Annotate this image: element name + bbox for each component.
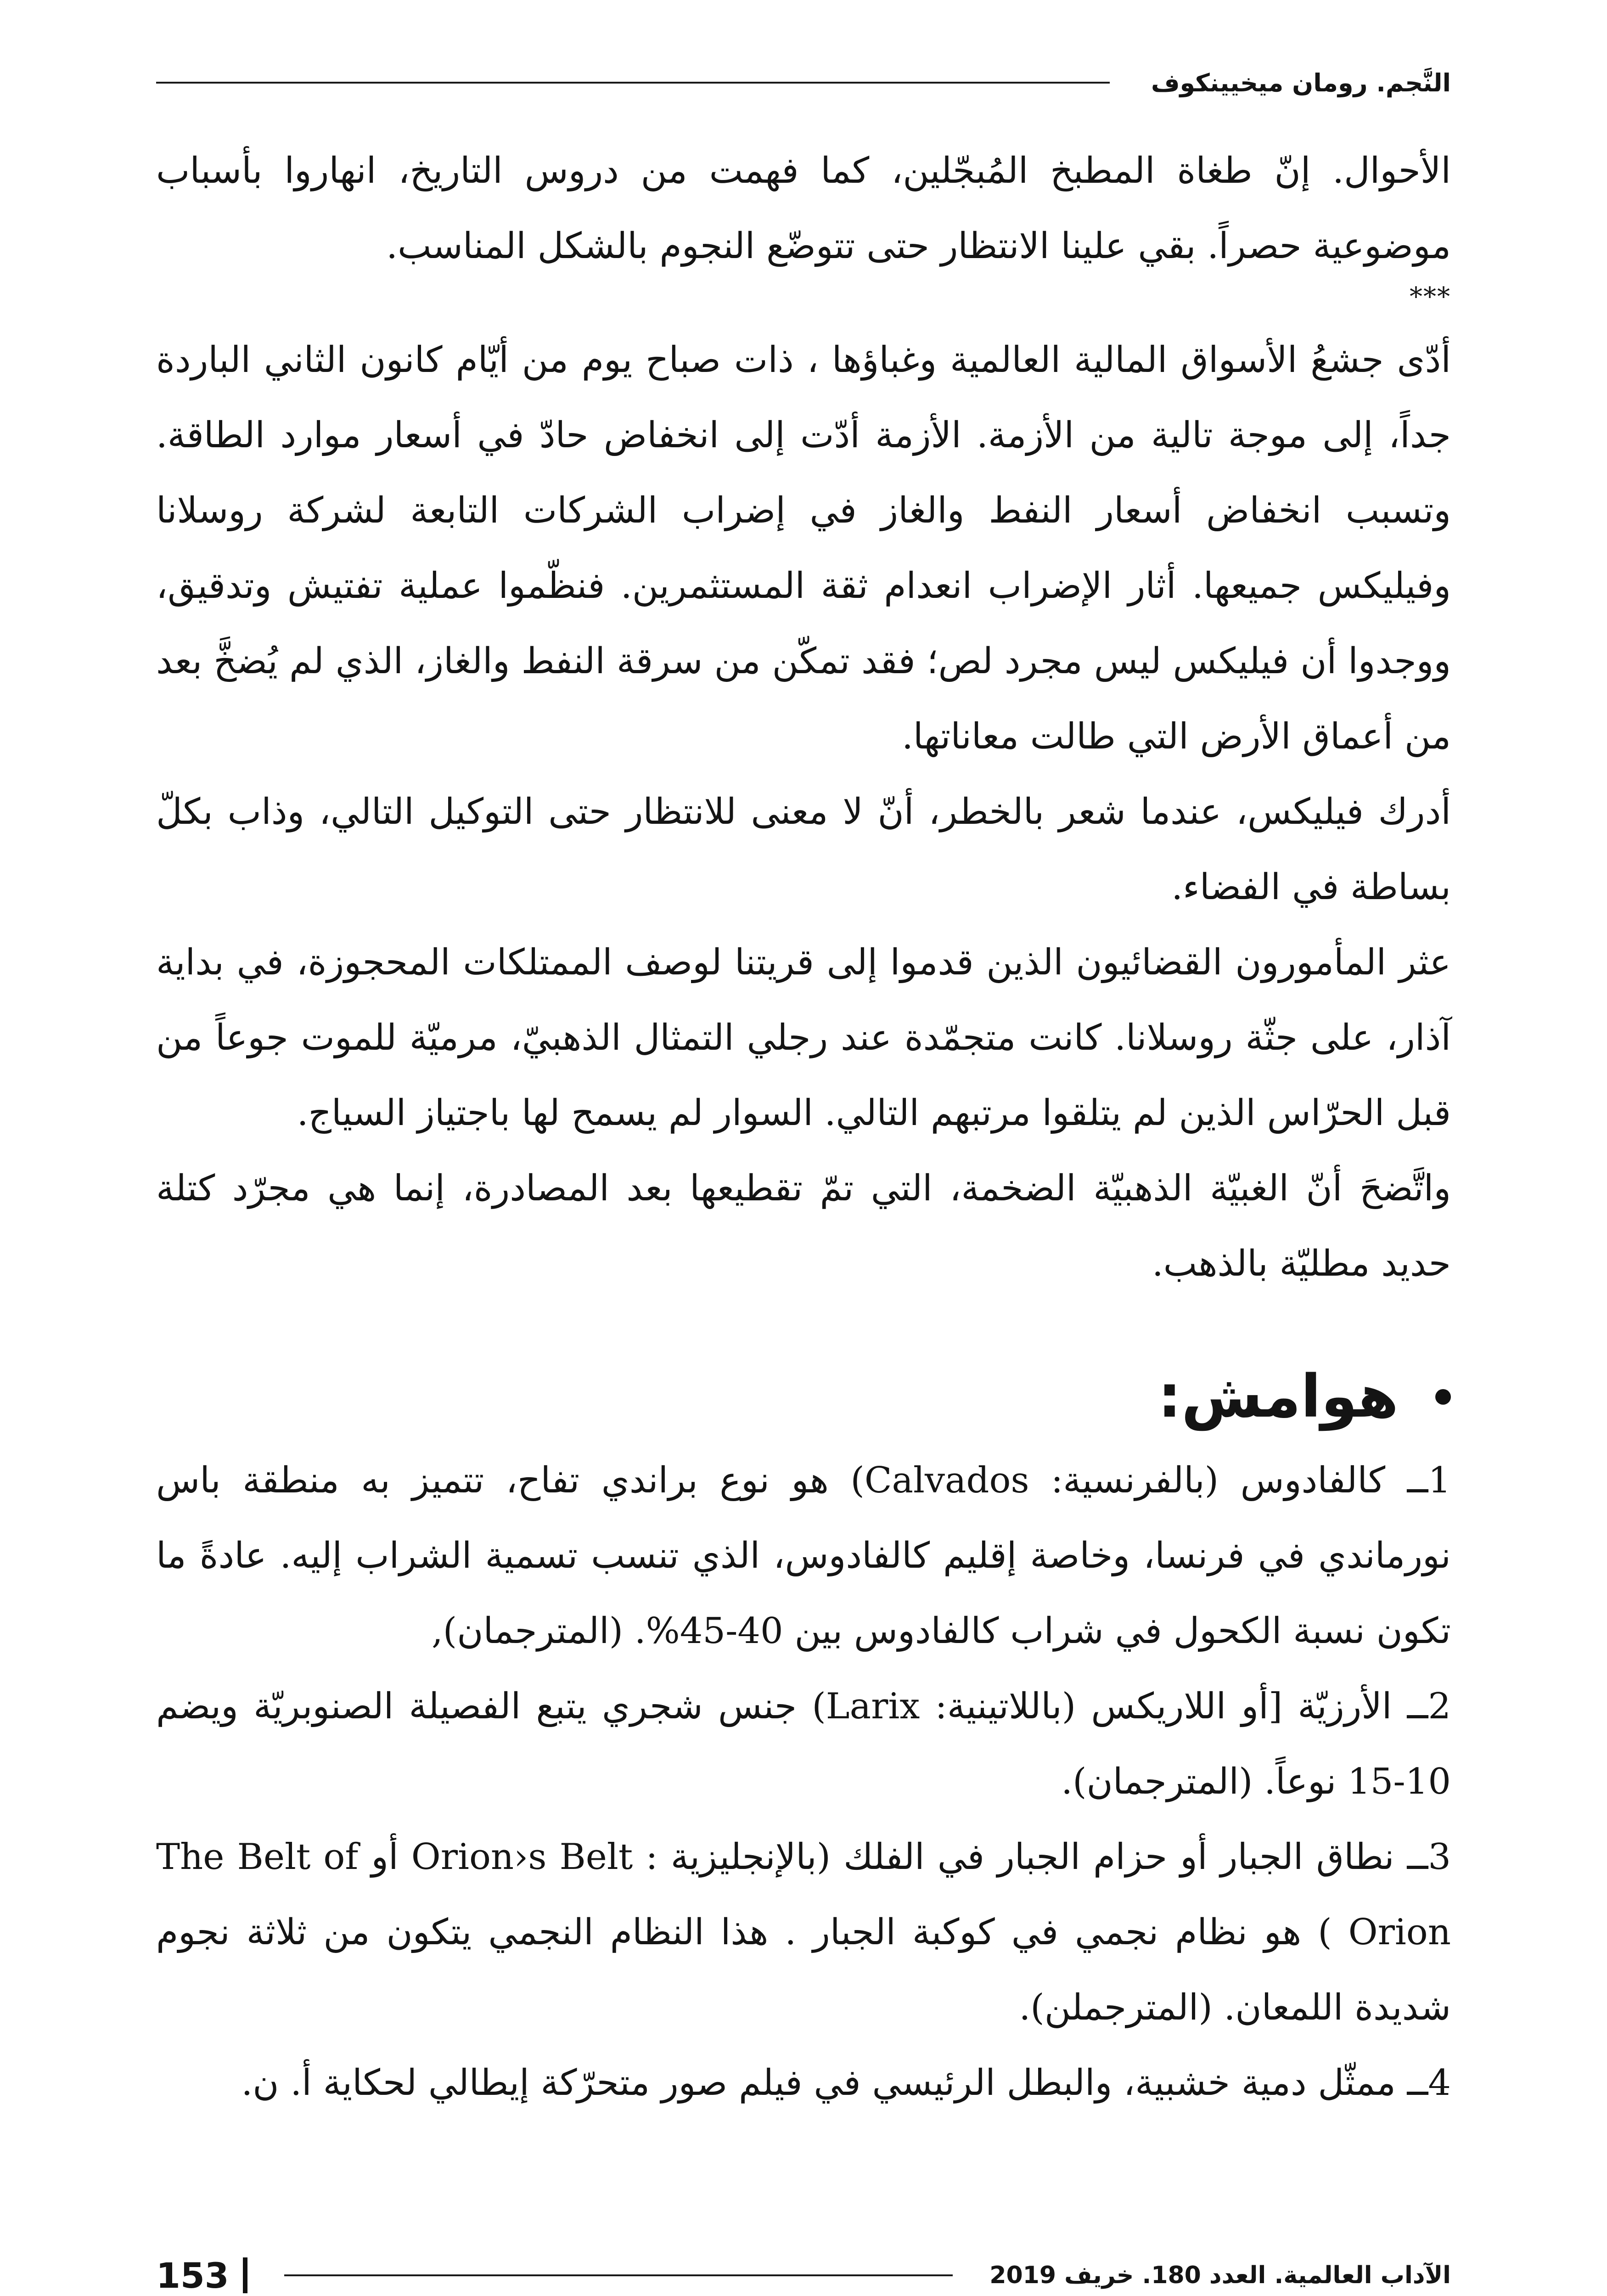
- paragraph: الأحوال. إنّ طغاة المطبخ المُبجّلين، كما فهمت من دروس التاريخ، انهاروا بأسباب موضوعية حصراً. بقي علينا الانتظار حتى تتوضّع النجوم بالشكل المناسب.: [156, 150, 1451, 267]
- page-number-block: [156, 2255, 247, 2296]
- paragraph: عثر المأمورون القضائيون الذين قدموا إلى قريتنا لوصف الممتلكات المحجوزة، في بداية آذار، على جثّة روسلانا. كانت متجمّدة عند رجلي التمثال الذهبيّ، مرميّة للموت جوعاً من قبل الحرّاس الذين لم يتلقوا مرتبهم التالي. السوار لم يسمح لها باجتياز السياج.: [156, 942, 1451, 1134]
- page-number: 153: [156, 2255, 229, 2296]
- footnote: 4ــ ممثّل دمية خشبية، والبطل الرئيسي في فيلم صور متحرّكة إيطالي لحكاية أ. ن.: [241, 2062, 1451, 2104]
- running-header: [156, 55, 1451, 110]
- article-body: [156, 133, 1451, 2121]
- notes-title: هوامش:: [1157, 1362, 1399, 1431]
- section-separator: ***: [1410, 282, 1451, 312]
- footnote: 1ــ كالفادوس (بالفرنسية: Calvados) هو نوع براندي تفاح، تتميز به منطقة باس نورماندي في فرنسا، وخاصة إقليم كالفادوس، الذي تنسب تسمية الشراب إليه. عادةً ما تكون نسبة الكحول في شراب كالفادوس بين 40-45%. (المترجمان),: [156, 1460, 1451, 1652]
- footer-rule: [284, 2274, 953, 2276]
- header-rule: [156, 82, 1110, 84]
- running-title: النَّجم. رومان ميخيينكوف: [1151, 68, 1451, 97]
- paragraph: أدّى جشعُ الأسواق المالية العالمية وغباؤها ، ذات صباح يوم من أيّام كانون الثاني الباردة جداً، إلى موجة تالية من الأزمة. الأزمة أدّت إلى انخفاض حادّ في أسعار موارد الطاقة. وتسبب انخفاض أسعار النفط والغاز في إضراب الشركات التابعة لشركة روسلانا وفيليكس جميعها. أثار الإضراب انعدام ثقة المستثمرين. فنظّموا عملية تفتيش وتدقيق، ووجدوا أن فيليكس ليس مجرد لص؛ فقد تمكّن من سرقة النفط والغاز، الذي لم يُضخَّ بعد من أعماق الأرض التي طالت معاناتها.: [156, 339, 1451, 757]
- notes-heading: [156, 1356, 1451, 1438]
- bullet-icon: [1435, 1389, 1451, 1405]
- paragraph: أدرك فيليكس، عندما شعر بالخطر، أنّ لا معنى للانتظار حتى التوكيل التالي، وذاب بكلّ بساطة في الفضاء.: [156, 791, 1451, 908]
- journal-issue: الآداب العالمية. العدد 180. خريف 2019: [989, 2262, 1451, 2289]
- footnote: 2ــ الأرزيّة [أو اللاريكس (باللاتينية: Larix) جنس شجري يتبع الفصيلة الصنوبريّة ويضم 10-15 نوعاً. (المترجمان).: [156, 1686, 1451, 1802]
- footnote: 3ــ نطاق الجبار أو حزام الجبار في الفلك (بالإنجليزية : Orion›s Belt أو The Belt of Orion ) هو نظام نجمي في كوكبة الجبار . هذا النظام النجمي يتكون من ثلاثة نجوم شديدة اللمعان. (المترجملن).: [156, 1836, 1451, 2028]
- paragraph: واتَّضحَ أنّ الغبيّة الذهبيّة الضخمة، التي تمّ تقطيعها بعد المصادرة، إنما هي مجرّد كتلة حديد مطليّة بالذهب.: [156, 1168, 1451, 1284]
- page-number-bar: [243, 2257, 247, 2293]
- page-footer: [156, 2250, 1451, 2296]
